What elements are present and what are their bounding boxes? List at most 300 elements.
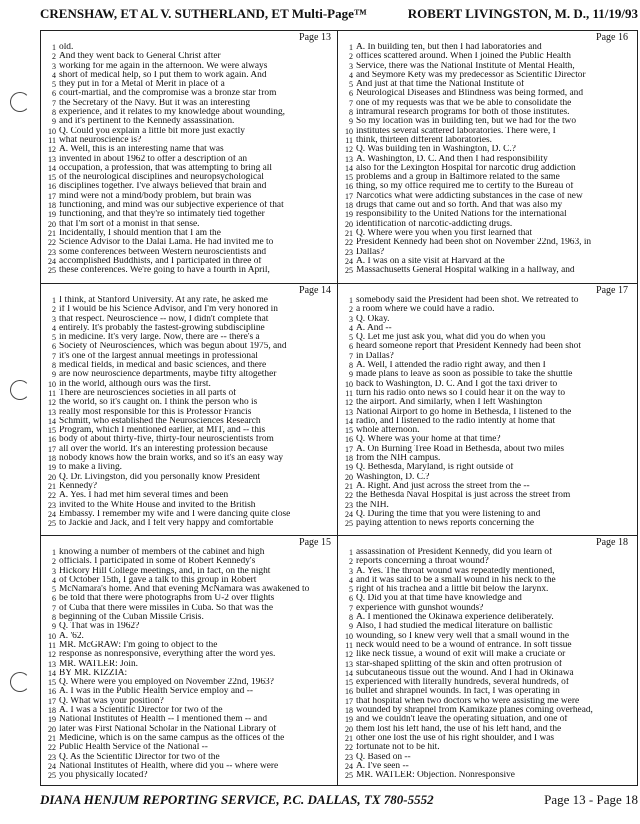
- transcript-line: [340, 632, 630, 641]
- transcript-line: [340, 266, 630, 275]
- transcript-line: [43, 155, 333, 164]
- line-text: these conferences. We're going to have a fourth in April,: [59, 266, 270, 276]
- transcript-line: [43, 380, 333, 389]
- line-text: Q. Bethesda, Maryland, is right outside of: [356, 463, 514, 473]
- line-number: 21: [345, 733, 353, 743]
- line-text: in the world, although ours was the first.: [59, 379, 211, 389]
- line-text: Hickory Hill College meetings, and, in fact, on the night: [59, 566, 271, 576]
- line-text: to Jackie and Jack, and I felt very happy and comfortable: [59, 519, 274, 529]
- line-number: 9: [349, 622, 353, 632]
- transcript-line: [340, 238, 630, 247]
- transcript-line: [43, 567, 333, 576]
- footer-page-range: Page 13 - Page 18: [544, 792, 638, 807]
- line-number: 21: [48, 481, 56, 491]
- line-text: A. I've seen --: [356, 761, 409, 771]
- line-number: 18: [345, 706, 353, 716]
- line-text: experience with gunshot wounds?: [356, 603, 484, 613]
- transcript-line: [340, 734, 630, 743]
- line-text: they put in for a Metal of Merit in place of a: [59, 80, 225, 90]
- line-number: 9: [349, 117, 353, 127]
- transcript-line: [340, 445, 630, 454]
- transcript-line: [340, 361, 630, 370]
- line-text: and it was said to be a small wound in his neck to the: [356, 575, 556, 585]
- line-number: 8: [349, 613, 353, 623]
- transcript-line: [43, 519, 333, 528]
- line-text: to make a living.: [59, 463, 123, 473]
- line-number: 24: [48, 761, 56, 771]
- line-number: 6: [52, 89, 56, 99]
- line-number: 16: [48, 182, 56, 192]
- line-number: 20: [345, 724, 353, 734]
- transcript-line: [340, 182, 630, 191]
- line-number: 22: [48, 491, 56, 501]
- transcript-line: [43, 510, 333, 519]
- line-text: Q. Did you at that time have knowledge and: [356, 594, 522, 604]
- line-number: 23: [48, 752, 56, 762]
- line-number: 22: [48, 743, 56, 753]
- line-text: heard someone report that President Kennedy had been shot: [356, 342, 581, 352]
- transcript-line: [340, 342, 630, 351]
- line-text: identification of narcotic-addicting drugs.: [356, 219, 513, 229]
- line-number: 3: [349, 566, 353, 576]
- line-text: somebody said the President had been shot. We retreated to: [356, 296, 579, 305]
- line-text: in medicine. It's very large. Now, there are -- there's a: [59, 333, 260, 343]
- transcript-line: [43, 585, 333, 594]
- line-text: entirely. It's probably the fastest-growing subdiscipline: [59, 323, 265, 333]
- line-number: 6: [349, 89, 353, 99]
- transcript-line: [340, 145, 630, 154]
- line-number: 5: [349, 585, 353, 595]
- line-text: Schmitt, who established the Neurosciences Research: [59, 416, 261, 426]
- transcript-page-17: [338, 284, 634, 536]
- transcript-line: [43, 324, 333, 333]
- line-text: Q. Was building ten in Washington, D. C.?: [356, 145, 516, 155]
- line-number: 15: [48, 678, 56, 688]
- line-number: 8: [52, 108, 56, 118]
- line-text: Society of Neurosciences, which was begun about 1975, and: [59, 342, 287, 352]
- line-number: 9: [52, 370, 56, 380]
- transcript-line: [340, 210, 630, 219]
- line-number: 9: [52, 117, 56, 127]
- line-text: the NIH.: [356, 500, 389, 510]
- transcript-line: [43, 192, 333, 201]
- transcript-line: [340, 192, 630, 201]
- transcript-line: [43, 173, 333, 182]
- line-text: Washington, D. C.?: [356, 472, 430, 482]
- transcript-line: [43, 71, 333, 80]
- line-text: later was First National Scholar in the National Library of: [59, 724, 277, 734]
- line-text: the Bethesda Naval Hospital is just across the street from: [356, 491, 571, 501]
- line-text: A. On Burning Tree Road in Bethesda, about two miles: [356, 444, 565, 454]
- line-text: Q. Let me just ask you, what did you do when you: [356, 333, 546, 343]
- transcript-line: [43, 43, 333, 52]
- transcript-line: [43, 660, 333, 669]
- transcript-line: [43, 669, 333, 678]
- line-text: officials. I participated in some of Robert Kennedy's: [59, 557, 256, 567]
- line-text: experienced with literally hundreds, several hundreds, of: [356, 678, 569, 688]
- transcript-line: [340, 650, 630, 659]
- line-text: A. Well, I attended the radio right away, and then I: [356, 361, 546, 371]
- line-number: 23: [345, 500, 353, 510]
- transcript-line: [340, 706, 630, 715]
- line-text: There are neurosciences societies in all parts of: [59, 388, 237, 398]
- line-number: 2: [349, 305, 353, 315]
- line-text: Program, which I mentioned earlier, at MIT, and -- this: [59, 426, 266, 436]
- line-text: MR. WATLER: Objection. Nonresponsive: [356, 771, 515, 781]
- line-text: Medicine, which is on the same campus as the offices of the: [59, 733, 285, 743]
- line-text: BY MR. KIZZIA:: [59, 668, 128, 678]
- transcript-line: [43, 482, 333, 491]
- transcript-line: [43, 296, 333, 305]
- line-number: 1: [349, 43, 353, 52]
- transcript-line: [340, 43, 630, 52]
- transcript-line: [43, 687, 333, 696]
- line-text: Narcotics what were addicting substances in the case of new: [356, 191, 583, 201]
- line-number: 7: [52, 98, 56, 108]
- transcript-line: [340, 173, 630, 182]
- line-text: from the NIH campus.: [356, 454, 441, 464]
- line-number: 25: [48, 519, 56, 529]
- transcript-page-15: [41, 536, 337, 788]
- line-text: the world, so it's caught on. I think the person who is: [59, 398, 258, 408]
- transcript-line: [43, 613, 333, 622]
- transcript-line: [43, 417, 333, 426]
- page-number: Page 14: [299, 285, 331, 296]
- line-number: 3: [349, 314, 353, 324]
- line-number: 21: [345, 481, 353, 491]
- line-number: 6: [349, 594, 353, 604]
- line-text: court-martial, and the compromise was a bronze star from: [59, 89, 277, 99]
- transcript-line: [340, 743, 630, 752]
- line-number: 16: [48, 687, 56, 697]
- line-text: A. Well, this is an interesting name that was: [59, 145, 224, 155]
- line-text: A. I was in the Public Health Service employ and --: [59, 687, 253, 697]
- line-text: wounding, so I knew very well that a small wound in the: [356, 631, 569, 641]
- transcript-line: [43, 305, 333, 314]
- line-number: 2: [52, 52, 56, 62]
- transcript-line: [43, 594, 333, 603]
- line-number: 19: [345, 715, 353, 725]
- page-number: Page 13: [299, 32, 331, 43]
- line-text: And just at that time the National Institute of: [356, 80, 525, 90]
- line-text: right of his trachea and a little bit below the larynx.: [356, 585, 549, 595]
- line-text: drugs that came out and so forth. And that was also my: [356, 201, 563, 211]
- line-number: 25: [48, 266, 56, 276]
- line-number: 14: [48, 163, 56, 173]
- line-number: 18: [345, 454, 353, 464]
- transcript-line: [43, 361, 333, 370]
- line-text: Embassy. I remember my wife and I were dancing quite close: [59, 509, 291, 519]
- header-witness-date: ROBERT LIVINGSTON, M. D., 11/19/93: [407, 6, 638, 21]
- line-number: 12: [48, 650, 56, 660]
- line-number: 8: [349, 108, 353, 118]
- transcript-line: [43, 576, 333, 585]
- line-text: disciplines together. I've always believed that brain and: [59, 182, 267, 192]
- line-number: 10: [345, 379, 353, 389]
- transcript-line: [340, 220, 630, 229]
- line-text: response as nonresponsive, everything after the word yes.: [59, 650, 276, 660]
- transcript-line: [43, 164, 333, 173]
- page-number: Page 17: [596, 285, 628, 296]
- line-number: 11: [345, 388, 353, 398]
- line-number: 24: [345, 761, 353, 771]
- line-number: 13: [345, 407, 353, 417]
- transcript-line: [43, 734, 333, 743]
- transcript-line: [340, 669, 630, 678]
- line-text: Q. During the time that you were listening to and: [356, 509, 541, 519]
- transcript-line: [340, 426, 630, 435]
- transcript-line: [43, 248, 333, 257]
- line-text: functioning, and mind was our subjective experience of that: [59, 201, 284, 211]
- line-text: body of about thirty-five, thirty-four neuroscientists from: [59, 435, 274, 445]
- line-text: that I'm sort of a monist in that sense.: [59, 219, 200, 229]
- transcript-line: [43, 426, 333, 435]
- line-text: McNamara's home. And that evening McNamara was awakened to: [59, 585, 310, 595]
- line-number: 14: [48, 416, 56, 426]
- line-number: 9: [52, 622, 56, 632]
- line-number: 25: [345, 266, 353, 276]
- transcript-line: [43, 650, 333, 659]
- transcript-line: [43, 210, 333, 219]
- line-number: 10: [48, 379, 56, 389]
- line-text: Q. As the Scientific Director for two of the: [59, 752, 220, 762]
- line-text: Q. Dr. Livingston, did you personally know President: [59, 472, 261, 482]
- line-text: Neurological Diseases and Blindness was being formed, and: [356, 89, 584, 99]
- transcript-line: [340, 687, 630, 696]
- transcript-line: [43, 463, 333, 472]
- line-text: intramural research programs for both of those institutes.: [356, 108, 570, 118]
- line-text: Q. Okay.: [356, 314, 390, 324]
- transcript-line: [340, 641, 630, 650]
- line-number: 14: [345, 416, 353, 426]
- line-text: So my location was in building ten, but we had for the two: [356, 117, 577, 127]
- transcript-line: [340, 324, 630, 333]
- transcript-line: [340, 454, 630, 463]
- line-number: 21: [48, 733, 56, 743]
- line-number: 15: [48, 173, 56, 183]
- transcript-line: [43, 127, 333, 136]
- transcript-line: [340, 380, 630, 389]
- transcript-line: [340, 417, 630, 426]
- transcript-line: [43, 398, 333, 407]
- line-text: the Secretary of the Navy. But it was an interesting: [59, 98, 251, 108]
- page-number: Page 16: [596, 32, 628, 43]
- transcript-line: [43, 604, 333, 613]
- transcript-line: [43, 333, 333, 342]
- line-text: problems and a group in Baltimore related to the same: [356, 173, 560, 183]
- line-text: think, thirteen different laboratories.: [356, 135, 492, 145]
- line-text: Service, there was the National Institute of Mental Health,: [356, 61, 575, 71]
- line-text: all over the world. It's an interesting profession because: [59, 444, 268, 454]
- line-text: Q. Where was your home at that time?: [356, 435, 501, 445]
- line-number: 6: [52, 594, 56, 604]
- transcript-line: [340, 473, 630, 482]
- line-number: 7: [349, 351, 353, 361]
- transcript-line: [43, 706, 333, 715]
- line-text: Science Advisor to the Dalai Lama. He had invited me to: [59, 238, 274, 248]
- line-number: 20: [48, 219, 56, 229]
- line-text: made plans to leave as soon as possible to take the shuttle: [356, 370, 573, 380]
- line-number: 2: [349, 52, 353, 62]
- line-number: 17: [48, 444, 56, 454]
- line-number: 3: [52, 61, 56, 71]
- transcript-line: [340, 697, 630, 706]
- line-text: medical fields, in medical and basic sciences, and there: [59, 361, 267, 371]
- transcript-line: [43, 220, 333, 229]
- transcript-line: [340, 305, 630, 314]
- line-text: bullet and shrapnel wounds. In fact, I was operating in: [356, 687, 560, 697]
- transcript-line: [43, 201, 333, 210]
- line-number: 2: [52, 557, 56, 567]
- transcript-line: [340, 229, 630, 238]
- line-number: 13: [48, 659, 56, 669]
- transcript-line: [43, 771, 333, 780]
- line-text: A. And --: [356, 323, 392, 333]
- transcript-line: [340, 136, 630, 145]
- line-number: 8: [52, 361, 56, 371]
- transcript-line: [43, 52, 333, 61]
- line-number: 1: [349, 548, 353, 557]
- line-text: whole afternoon.: [356, 426, 420, 436]
- line-number: 17: [48, 191, 56, 201]
- line-number: 20: [345, 219, 353, 229]
- line-text: of Cuba that there were missiles in Cuba. So that was the: [59, 603, 274, 613]
- transcript-line: [43, 117, 333, 126]
- line-text: what neuroscience is?: [59, 135, 142, 145]
- line-number: 18: [48, 201, 56, 211]
- line-number: 20: [48, 472, 56, 482]
- line-text: National Airport to go home in Bethesda, I listened to the: [356, 407, 572, 417]
- transcript-line: [340, 80, 630, 89]
- line-text: the airport. And similarly, when I left Washington: [356, 398, 543, 408]
- line-text: Incidentally, I should mention that I am the: [59, 228, 221, 238]
- line-number: 4: [349, 575, 353, 585]
- transcript-page-14: [41, 284, 337, 536]
- header-case-title: CRENSHAW, ET AL V. SUTHERLAND, ET Multi-Page™: [40, 6, 367, 21]
- line-number: 21: [345, 228, 353, 238]
- binder-hole-icon: [10, 672, 30, 692]
- line-number: 18: [48, 706, 56, 716]
- line-number: 13: [345, 659, 353, 669]
- transcript-line: [43, 435, 333, 444]
- transcript-line: [43, 445, 333, 454]
- line-number: 13: [48, 154, 56, 164]
- line-text: reports concerning a throat wound?: [356, 557, 489, 567]
- line-number: 23: [48, 247, 56, 257]
- line-number: 8: [349, 361, 353, 371]
- line-text: are now neuroscience departments, maybe fifty altogether: [59, 370, 277, 380]
- line-text: and we couldn't leave the operating situation, and one of: [356, 715, 568, 725]
- transcript-line: [340, 482, 630, 491]
- line-text: invented in about 1962 to offer a description of an: [59, 154, 248, 164]
- transcript-line: [340, 715, 630, 724]
- line-text: like neck tissue, a wound of exit will make a cruciate or: [356, 650, 566, 660]
- transcript-line: [43, 62, 333, 71]
- line-text: you physically located?: [59, 771, 148, 781]
- transcript-line: [43, 678, 333, 687]
- transcript-line: [340, 604, 630, 613]
- line-number: 17: [345, 191, 353, 201]
- line-number: 22: [345, 491, 353, 501]
- transcript-line: [43, 743, 333, 752]
- line-number: 5: [349, 80, 353, 90]
- line-number: 23: [345, 247, 353, 257]
- line-number: 5: [52, 80, 56, 90]
- line-text: accomplished Buddhists, and I participated in three of: [59, 256, 262, 266]
- transcript-line: [43, 473, 333, 482]
- line-number: 23: [345, 752, 353, 762]
- transcript-line: [340, 398, 630, 407]
- transcript-lines: [43, 296, 333, 528]
- line-text: A. Yes. I had met him several times and been: [59, 491, 229, 501]
- transcript-line: [43, 238, 333, 247]
- line-number: 3: [52, 314, 56, 324]
- transcript-line: [340, 548, 630, 557]
- transcript-line: [340, 435, 630, 444]
- transcript-line: [340, 567, 630, 576]
- line-number: 15: [345, 678, 353, 688]
- transcript-line: [43, 715, 333, 724]
- line-number: 15: [345, 426, 353, 436]
- transcript-line: [340, 576, 630, 585]
- transcript-line: [340, 257, 630, 266]
- line-text: occupation, a profession, that was attempting to bring all: [59, 163, 272, 173]
- transcript-line: [340, 370, 630, 379]
- transcript-line: [340, 164, 630, 173]
- line-text: radio, and I listened to the radio intently at home that: [356, 416, 556, 426]
- transcript-line: [43, 454, 333, 463]
- line-number: 6: [52, 342, 56, 352]
- line-text: and it's pertinent to the Kennedy assassination.: [59, 117, 235, 127]
- line-text: paying attention to news reports concerning the: [356, 519, 535, 529]
- line-number: 20: [48, 724, 56, 734]
- line-number: 25: [48, 771, 56, 781]
- transcript-line: [340, 660, 630, 669]
- line-text: offices scattered around. When I joined the Public Health: [356, 52, 571, 62]
- transcript-lines: [340, 296, 630, 528]
- line-number: 7: [52, 603, 56, 613]
- line-text: MR. McGRAW: I'm going to object to the: [59, 640, 218, 650]
- line-text: A. Right. And just across the street from the --: [356, 481, 530, 491]
- line-text: National Institutes of Health, where did you -- where were: [59, 761, 279, 771]
- transcript-line: [340, 622, 630, 631]
- line-text: Q. What was your position?: [59, 696, 164, 706]
- transcript-line: [340, 408, 630, 417]
- line-number: 12: [345, 398, 353, 408]
- line-text: assassination of President Kennedy, did you learn of: [356, 548, 553, 557]
- transcript-line: [340, 127, 630, 136]
- line-text: also for the Lexington Hospital for narcotic drug addiction: [356, 163, 576, 173]
- transcript-line: [43, 408, 333, 417]
- line-text: if I would be his Science Advisor, and I'm very honored in: [59, 305, 278, 315]
- line-text: turn his radio onto news so I could hear it on the way to: [356, 388, 566, 398]
- transcript-lines: [43, 548, 333, 780]
- line-number: 16: [345, 687, 353, 697]
- line-number: 14: [345, 163, 353, 173]
- transcript-line: [340, 678, 630, 687]
- transcript-line: [43, 632, 333, 641]
- line-text: one of my requests was that we be able to consolidate the: [356, 98, 572, 108]
- transcript-line: [43, 108, 333, 117]
- line-number: 9: [349, 370, 353, 380]
- transcript-line: [43, 622, 333, 631]
- line-text: Q. Where were you when you first learned that: [356, 228, 533, 238]
- line-number: 7: [349, 98, 353, 108]
- line-text: other one lost the use of his right shoulder, and I was: [356, 733, 555, 743]
- transcript-line: [43, 491, 333, 500]
- binder-hole-icon: [10, 380, 30, 400]
- transcript-line: [340, 99, 630, 108]
